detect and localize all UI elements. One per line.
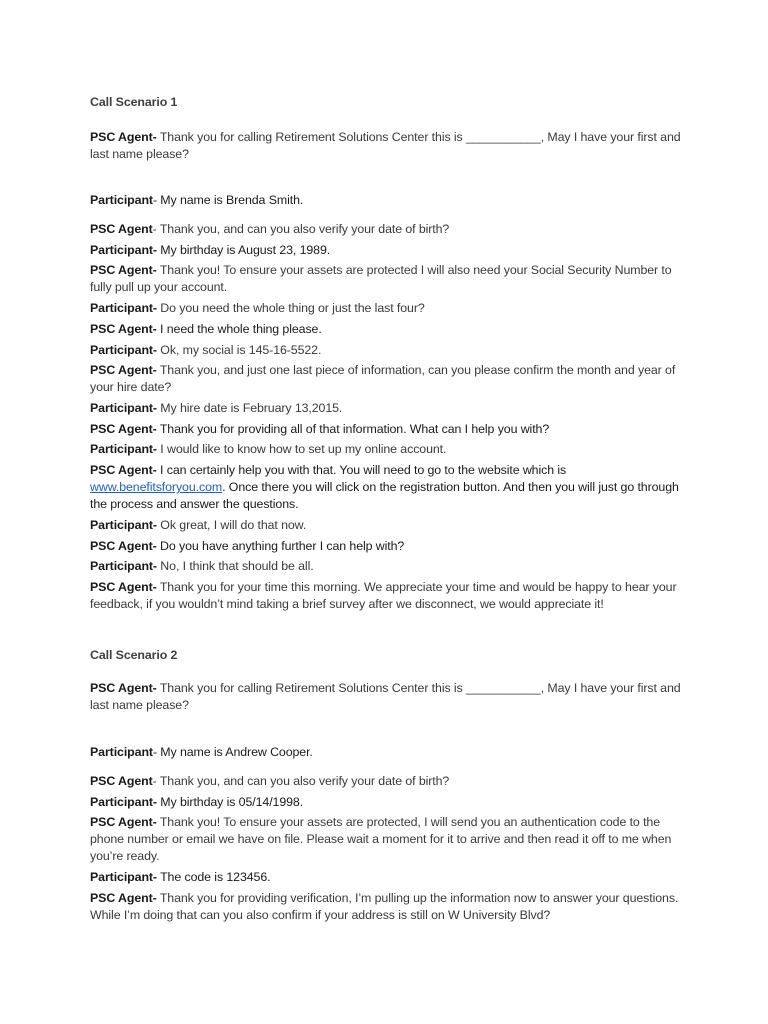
line-text: Do you have anything further I can help with? [156,539,405,553]
scenario-1-title: Call Scenario 1 [90,95,178,109]
speaker-label: PSC Agent [90,222,153,236]
dialogue-line [90,129,682,163]
speaker-label: Participant- [90,243,157,257]
line-text: Thank you! To ensure your assets are protected, I will send you an authentication code to the phone number or email we have on file. Please wait a moment for it to arrive and then read it off to me when you’re ready. [90,815,672,863]
dialogue-line [90,321,682,338]
dialogue-line [90,441,682,458]
website-link[interactable]: www.benefitsforyou.com [90,480,223,494]
speaker-label: Participant- [90,518,157,532]
line-text: Thank you for providing all of that information. What can I help you with? [156,422,550,436]
line-text: Ok, my social is 145-16-5522. [156,343,322,357]
dialogue-line [90,579,682,613]
dialogue-line [90,400,682,417]
dialogue-line [90,242,682,259]
speaker-label: PSC Agent [90,774,153,788]
line-text: No, I think that should be all. [156,559,314,573]
line-text: - Thank you, and can you also verify your date of birth? [152,774,450,788]
line-text: Ok great, I will do that now. [156,518,307,532]
line-text: Do you need the whole thing or just the last four? [156,301,425,315]
line-text: I would like to know how to set up my online account. [156,442,447,456]
dialogue-line [90,362,682,396]
speaker-label: PSC Agent- [90,891,157,905]
line-text: The code is 123456. [156,870,271,884]
dialogue-line [90,814,682,865]
dialogue-line [90,773,682,790]
speaker-label: PSC Agent- [90,363,157,377]
speaker-label: PSC Agent- [90,322,157,336]
speaker-label: Participant [90,745,153,759]
dialogue-line [90,869,682,886]
speaker-label: PSC Agent- [90,463,157,477]
speaker-label: PSC Agent- [90,263,157,277]
line-text: My birthday is August 23, 1989. [156,243,331,257]
line-text: My birthday is 05/14/1998. [156,795,304,809]
dialogue-line [90,300,682,317]
dialogue-line [90,680,682,714]
line-text: Thank you for your time this morning. We appreciate your time and would be happy to hear your feedback, if you wouldn’t mind taking a brief survey after we disconnect, we would appreciate it! [90,580,677,611]
dialogue-line [90,221,682,238]
dialogue-line [90,517,682,534]
dialogue-line [90,192,682,209]
dialogue-line [90,462,682,513]
dialogue-line [90,890,682,924]
line-text: . Once there you will click on the registration button. And then you will just go through the process and answer the questions. [90,480,679,511]
speaker-label: PSC Agent- [90,539,157,553]
dialogue-line [90,538,682,555]
speaker-label: Participant- [90,343,157,357]
line-text: Thank you! To ensure your assets are protected I will also need your Social Security Number to fully pull up your account. [90,263,672,294]
dialogue-line [90,262,682,296]
speaker-label: Participant- [90,870,157,884]
speaker-label: Participant- [90,442,157,456]
line-text: Thank you for calling Retirement Solutions Center this is ___________, May I have your first and last name please? [90,130,681,161]
line-text: - My name is Brenda Smith. [152,193,304,207]
speaker-label: PSC Agent- [90,130,157,144]
line-text: Thank you for providing verification, I’m pulling up the information now to answer your questions. While I’m doing that can you also confirm if your address is still on W University Blvd? [90,891,679,922]
speaker-label: PSC Agent- [90,681,157,695]
dialogue-line [90,342,682,359]
speaker-label: Participant- [90,795,157,809]
dialogue-line [90,558,682,575]
speaker-label: PSC Agent- [90,815,157,829]
dialogue-line [90,744,682,761]
line-text: Thank you, and just one last piece of information, can you please confirm the month and year of your hire date? [90,363,676,394]
dialogue-line [90,794,682,811]
line-text: My hire date is February 13,2015. [156,401,343,415]
speaker-label: Participant- [90,401,157,415]
speaker-label: PSC Agent- [90,422,157,436]
line-text: - Thank you, and can you also verify your date of birth? [152,222,450,236]
line-text: I need the whole thing please. [156,322,322,336]
line-text: Thank you for calling Retirement Solutions Center this is ___________, May I have your first and last name please? [90,681,681,712]
scenario-2-title: Call Scenario 2 [90,648,178,662]
line-text: - My name is Andrew Cooper. [152,745,313,759]
speaker-label: Participant- [90,301,157,315]
dialogue-line [90,421,682,438]
speaker-label: Participant- [90,559,157,573]
line-text: I can certainly help you with that. You will need to go to the website which is [156,463,567,477]
speaker-label: PSC Agent- [90,580,157,594]
speaker-label: Participant [90,193,153,207]
